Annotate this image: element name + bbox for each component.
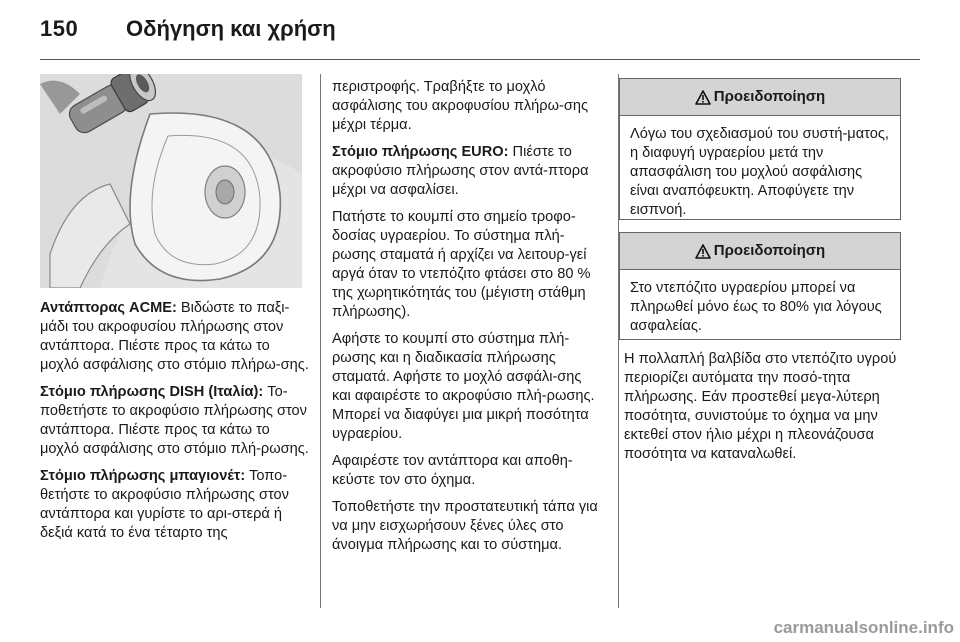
- text-multivalve: Η πολλαπλή βαλβίδα στο ντεπόζιτο υγρού περιορίζει αυτόματα την ποσό-τητα πλήρωσης. Εάν προστεθεί μεγα-λύτερη ποσότητα, συνιστούμε το όχημα να μην εκτεθεί στον ήλιο μέχρι η πλεονάζουσα ποσότητα να καταναλωθεί.: [624, 351, 897, 462]
- term-euro: Στόμιο πλήρωσης EURO:: [332, 144, 509, 160]
- column-left-text: [40, 299, 310, 551]
- fuel-filler-illustration: [40, 74, 302, 288]
- text-bayonet: Τοπο-θετήστε το ακροφύσιο πλήρωσης στον αντάπτορα και γυρίστε το αρι-στερά ή δεξιά κατά το ένα τέταρτο της: [40, 468, 289, 541]
- text-press-button: Πατήστε το κουμπί στο σημείο τροφο-δοσίας υγραερίου. Το σύστημα πλή-ρωσης σταματά ή αρχίζει να λειτουρ-γεί αργά όταν το ντεπόζιτο φτάσει στο 80 % της χωρητικότητάς του (μέγιστη στάθμη πλήρωσης).: [332, 209, 591, 320]
- header-rule: [40, 59, 920, 60]
- text-protective-cap: Τοποθετήστε την προστατευτική τάπα για να μην εισχωρήσουν ξένες ύλες στο άνοιγμα πλήρωσης και το σύστημα.: [332, 499, 598, 553]
- paragraph-acme: [40, 299, 310, 375]
- paragraph-euro: [332, 143, 604, 200]
- column-divider-left: [320, 74, 321, 608]
- column-right-text: [624, 350, 910, 472]
- paragraph-multivalve: [624, 350, 910, 464]
- text-release-button: Αφήστε το κουμπί στο σύστημα πλή-ρωσης και η διαδικασία πλήρωσης σταματά. Αφήστε το μοχλό ασφάλι-σης και αφαιρέστε το ακροφύσιο πλή-ρωσης. Μπορεί να διαφύγει μια μικρή ποσότητα υγραερίου.: [332, 331, 595, 442]
- column-middle-text: [332, 78, 604, 563]
- paragraph-bayonet: [40, 467, 310, 543]
- paragraph-protective-cap: [332, 498, 604, 555]
- text-dish: Το-ποθετήστε το ακροφύσιο πλήρωσης στον αντάπτορα. Πιέστε προς τα κάτω το μοχλό ασφάλισης στο στόμιο πλή-ρωσης.: [40, 384, 309, 457]
- page-header: [40, 16, 920, 56]
- chapter-title: Οδήγηση και χρήση: [126, 16, 336, 41]
- warning-header-2: [620, 233, 900, 270]
- warning-box-1: [619, 78, 901, 220]
- page-number: 150: [40, 16, 79, 41]
- paragraph-remove-adapter: [332, 452, 604, 490]
- warning-box-2: [619, 232, 901, 340]
- text-acme: Βιδώστε το παξι-μάδι του ακροφυσίου πλήρωσης στον αντάπτορα. Πιέστε προς τα κάτω το μοχλό ασφάλισης στο στόμιο πλήρω-σης.: [40, 300, 309, 373]
- warning-text-1: Λόγω του σχεδιασμού του συστή-ματος, η διαφυγή υγραερίου μετά την απασφάλιση του μοχλού ασφάλισης είναι αναπόφευκτη. Αποφύγετε την εισπνοή.: [630, 126, 889, 218]
- paragraph-press-button: [332, 208, 604, 322]
- text-euro: Πιέστε το ακροφύσιο πλήρωσης στον αντά-πτορα μέχρι να ασφαλίσει.: [332, 144, 589, 198]
- warning-header-1: [620, 79, 900, 116]
- fuel-filler-illustration-svg: [40, 74, 302, 288]
- warning-title-1: Προειδοποίηση: [713, 88, 826, 105]
- text-remove-adapter: Αφαιρέστε τον αντάπτορα και αποθη-κεύστε τον στο όχημα.: [332, 453, 573, 488]
- term-acme: Αντάπτορας ACME:: [40, 300, 177, 316]
- paragraph-dish: [40, 383, 310, 459]
- warning-text-2: Στο ντεπόζιτο υγραερίου μπορεί να πληρωθεί μόνο έως το 80% για λόγους ασφαλείας.: [630, 280, 882, 334]
- warning-title-2: Προειδοποίηση: [713, 242, 826, 259]
- warning-triangle-icon: [695, 244, 711, 259]
- warning-triangle-icon: [695, 90, 711, 105]
- paragraph-continuation: [332, 78, 604, 135]
- term-bayonet: Στόμιο πλήρωσης μπαγιονέτ:: [40, 468, 246, 484]
- text-continuation: περιστροφής. Τραβήξτε το μοχλό ασφάλισης του ακροφυσίου πλήρω-σης μέχρι τέρμα.: [332, 79, 588, 133]
- term-dish: Στόμιο πλήρωσης DISH (Ιταλία):: [40, 384, 264, 400]
- paragraph-release-button: [332, 330, 604, 444]
- watermark: carmanualsonline.info: [773, 618, 954, 637]
